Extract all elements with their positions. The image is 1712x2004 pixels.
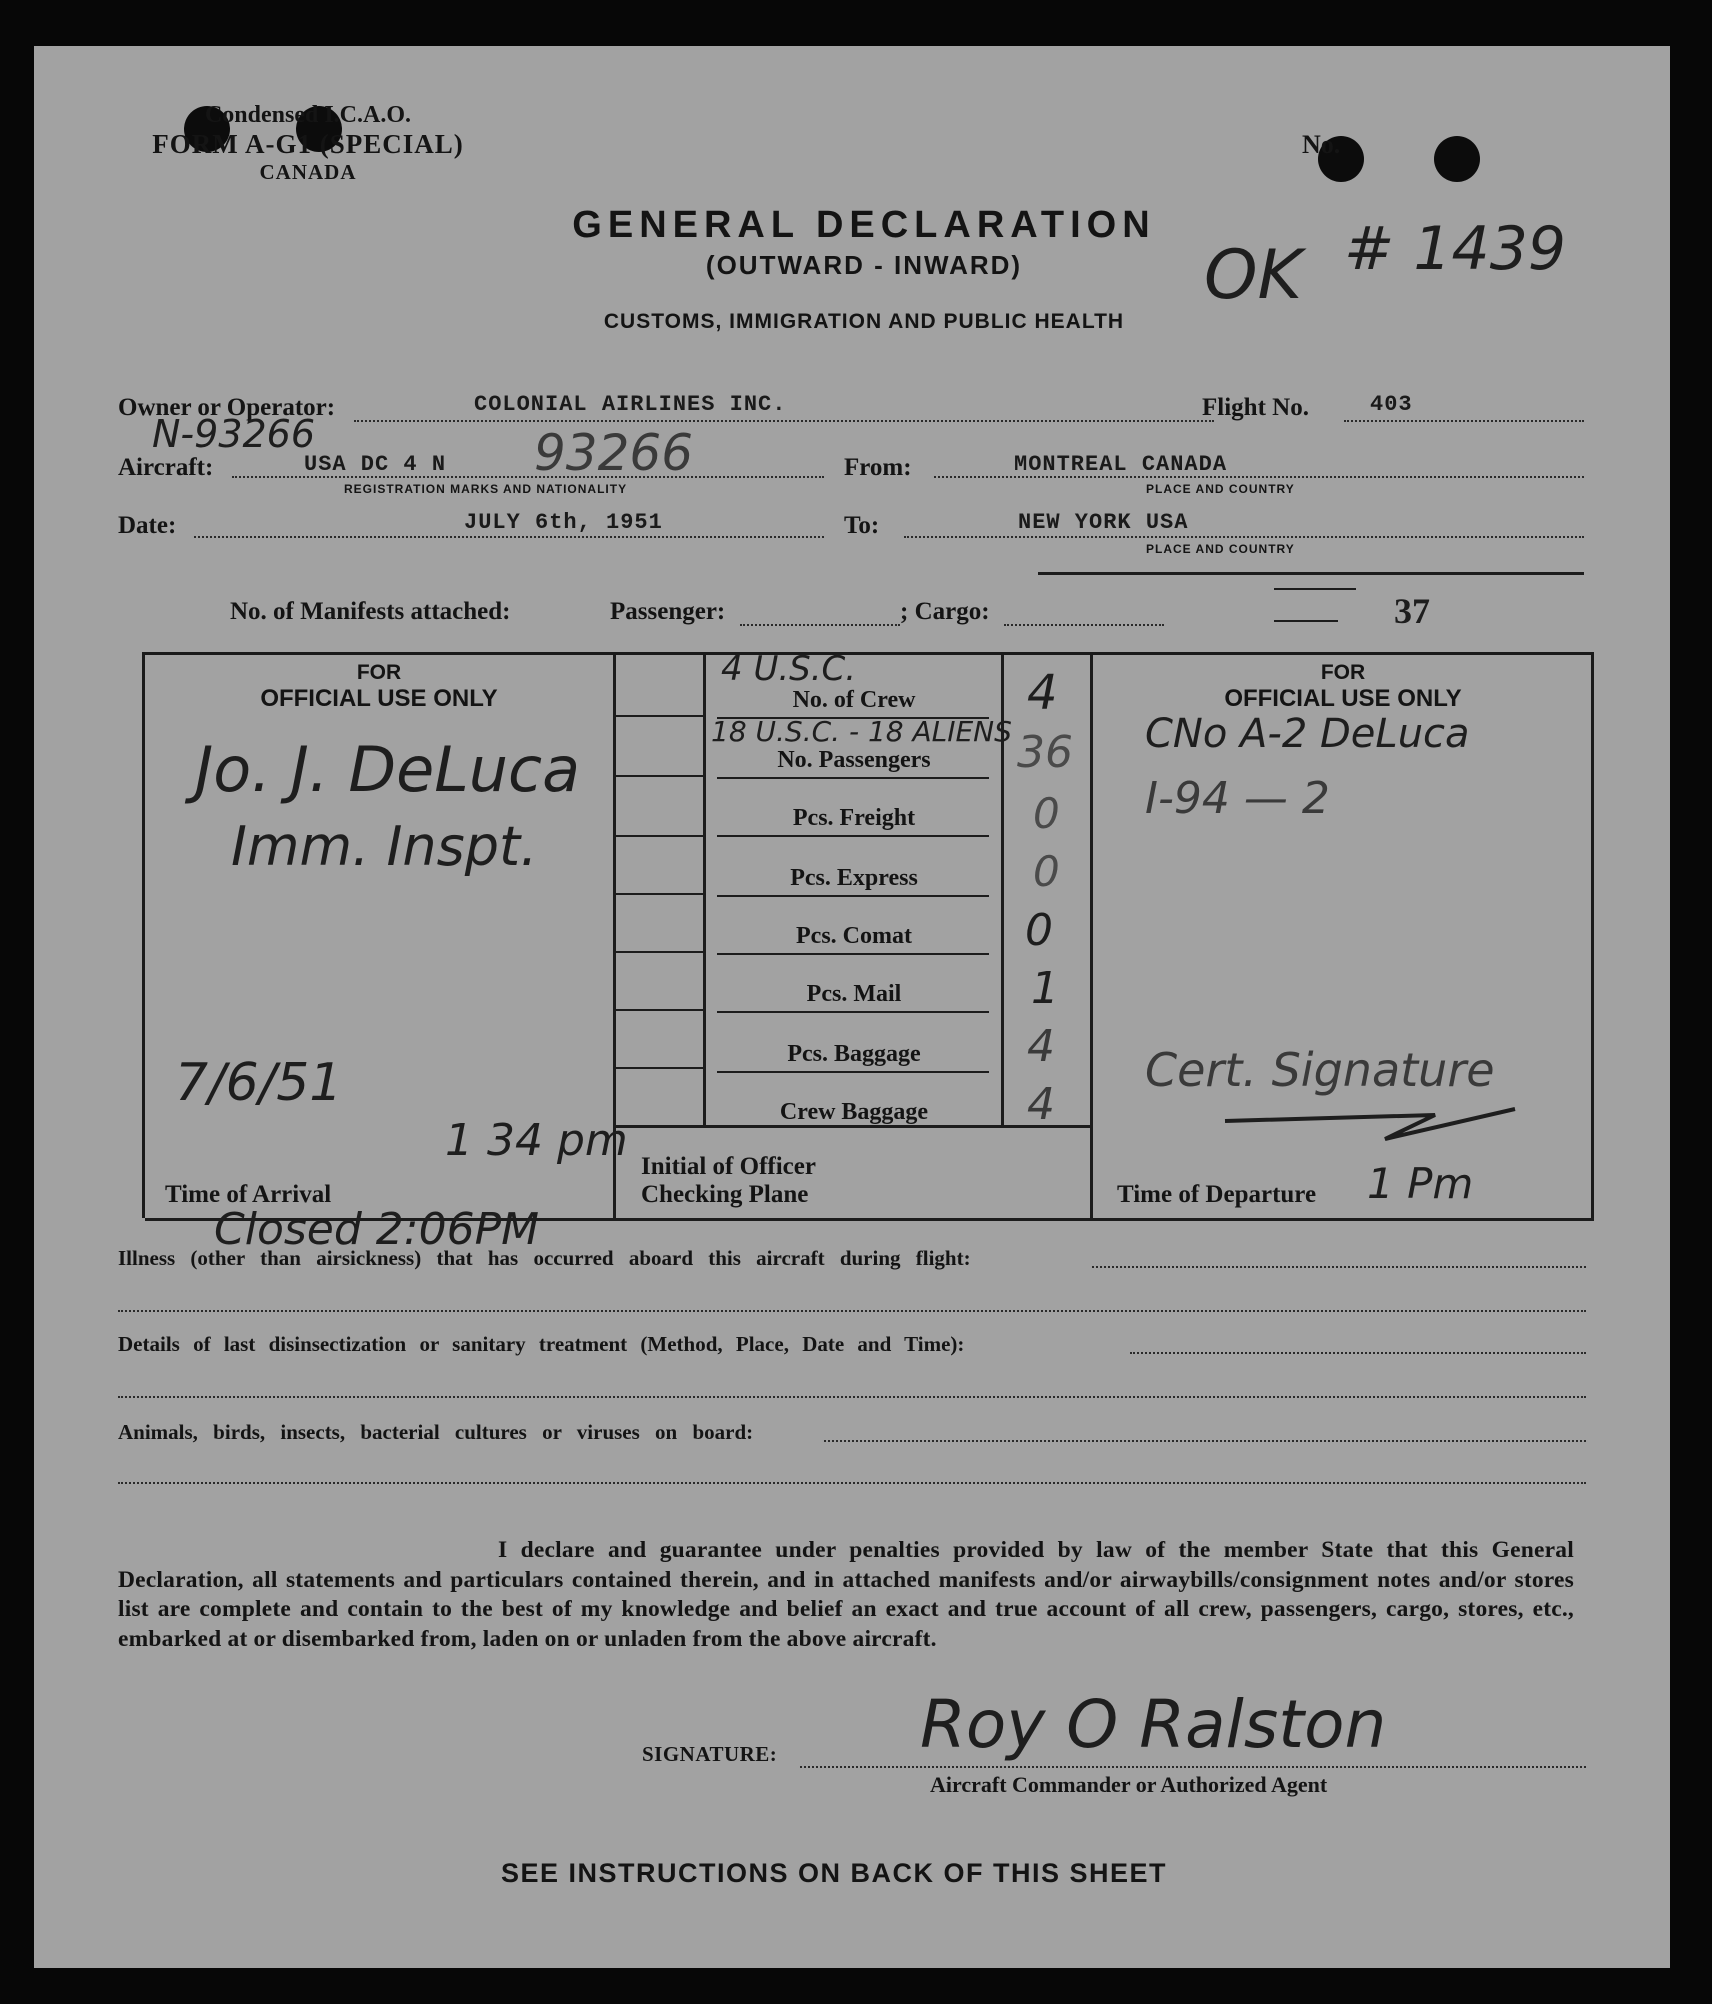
row-rule-3	[717, 835, 989, 837]
cargo-manifest-dotline	[1004, 624, 1164, 626]
passenger-note: 18 U.S.C. - 18 ALIENS	[711, 715, 1012, 748]
arrival-date: 7/6/51	[175, 1053, 343, 1113]
cargo-manifest-label: ; Cargo:	[900, 598, 990, 625]
disinsect-label: Details of last disinsectization or sanitary treatment (Method, Place, Date and Time):	[118, 1332, 965, 1356]
date-value: JULY 6th, 1951	[464, 510, 663, 535]
punch-hole-right-2	[1434, 136, 1480, 182]
handwritten-registration-2: 93266	[534, 424, 694, 482]
row-label-comat: Pcs. Comat	[796, 923, 912, 949]
illness-label: Illness (other than airsickness) that has occurred aboard this aircraft during flight:	[118, 1246, 971, 1270]
to-label: To:	[844, 512, 880, 539]
to-dotline	[904, 536, 1584, 538]
row-rule-5	[717, 953, 989, 955]
form-number-label: No.	[1302, 130, 1341, 159]
tick-line-3	[615, 835, 705, 837]
aircraft-caption: REGISTRATION MARKS AND NATIONALITY	[344, 482, 628, 496]
from-value: MONTREAL CANADA	[1014, 452, 1228, 477]
values-column	[1003, 655, 1091, 1130]
value-mail: 1	[1031, 963, 1059, 1014]
row-label-baggage: Pcs. Baggage	[787, 1041, 921, 1067]
tick-line-6	[615, 1009, 705, 1011]
value-crew-baggage: 4	[1027, 1079, 1055, 1130]
value-passengers: 36	[1017, 727, 1073, 778]
manifest-count: 37	[1394, 591, 1430, 631]
tick-line-5	[615, 951, 705, 953]
divider-inner-left	[703, 655, 706, 1125]
disinsect-dotline-2	[118, 1396, 1586, 1398]
declaration-text	[118, 1536, 1574, 1654]
departure-label: Time of Departure	[1117, 1181, 1317, 1208]
arrival-time: 1 34 pm	[445, 1115, 628, 1166]
value-comat: 0	[1025, 905, 1053, 956]
closed-note: Closed 2:06PM	[214, 1204, 540, 1255]
flight-label: Flight No.	[1202, 394, 1309, 421]
animals-label: Animals, birds, insects, bacterial cultures or viruses on board:	[118, 1420, 754, 1444]
date-label: Date:	[118, 512, 177, 539]
form-header	[118, 102, 498, 185]
disinsect-dotline-1	[1130, 1352, 1586, 1354]
row-label-mail: Pcs. Mail	[806, 981, 902, 1007]
right-note-1: CNo A-2 DeLuca	[1145, 711, 1470, 757]
left-official-heading	[145, 661, 613, 713]
row-rule-4	[717, 895, 989, 897]
handwritten-ok: OK	[1204, 236, 1303, 315]
tick-line-2	[615, 775, 705, 777]
manifest-rule-2	[1274, 620, 1338, 622]
crew-note: 4 U.S.C.	[721, 649, 857, 689]
value-express: 0	[1033, 847, 1060, 896]
right-official-heading-2: OFFICIAL USE ONLY	[1224, 685, 1462, 712]
value-freight: 0	[1033, 789, 1060, 838]
declaration-sheet	[34, 46, 1670, 1968]
form-department: CUSTOMS, IMMIGRATION AND PUBLIC HEALTH	[603, 310, 1125, 333]
handwritten-ref-number: # 1439	[1344, 214, 1567, 284]
declaration-text-content: I declare and guarantee under penalties provided by law of the member State that this General Declaration, all statements and particulars contained therein, and in attached manifests and/or airwaybills/consignment notes and/or stores list are complete and contain to the best of my knowledge and belief an exact and true account of all crew, passengers, cargo, stores, etc., embarked at or disembarked from, laden on or unladen from the above aircraft.	[118, 1537, 1574, 1652]
signature-value: Roy O Ralston	[920, 1686, 1387, 1763]
tick-line-4	[615, 893, 705, 895]
form-header-line2: FORM A-G1 (SPECIAL)	[152, 129, 464, 159]
row-label-crew-baggage: Crew Baggage	[779, 1099, 929, 1125]
tick-line-7	[615, 1067, 705, 1069]
passenger-manifest-label: Passenger:	[610, 598, 726, 625]
arrival-label: Time of Arrival	[165, 1181, 332, 1208]
right-scrawl: Cert. Signature	[1145, 1043, 1495, 1097]
officer-signature: Jo. J. DeLuca	[195, 733, 581, 806]
left-official-heading-1: FOR	[356, 661, 402, 684]
signer-caption: Aircraft Commander or Authorized Agent	[930, 1772, 1328, 1797]
owner-label: Owner or Operator:	[118, 394, 336, 421]
manifest-rule-1	[1274, 588, 1356, 590]
date-dotline	[194, 536, 824, 538]
from-caption: PLACE AND COUNTRY	[1146, 482, 1295, 496]
aircraft-value: USA DC 4 N	[304, 452, 447, 477]
aircraft-label: Aircraft:	[118, 454, 214, 481]
illness-dotline-2	[118, 1310, 1586, 1312]
form-header-line1: Condensed I.C.A.O.	[204, 102, 412, 128]
right-note-2: I-94 — 2	[1145, 773, 1330, 824]
signature-label: SIGNATURE:	[642, 1742, 778, 1766]
illness-dotline-1	[1092, 1266, 1586, 1268]
initial-label-1: Initial of Officer	[641, 1153, 816, 1180]
to-value: NEW YORK USA	[1018, 510, 1189, 535]
right-official-heading	[1093, 661, 1593, 713]
row-rule-6	[717, 1011, 989, 1013]
manifests-label: No. of Manifests attached:	[230, 598, 511, 625]
official-box	[142, 649, 1594, 1218]
row-rule-7	[717, 1071, 989, 1073]
signature-dotline	[800, 1766, 1586, 1768]
flight-dotline	[1344, 420, 1584, 422]
value-baggage: 4	[1027, 1021, 1055, 1072]
officer-title: Imm. Inspt.	[231, 815, 538, 878]
flight-value: 403	[1370, 392, 1413, 417]
form-title: GENERAL DECLARATION	[572, 204, 1156, 246]
owner-dotline	[354, 420, 1214, 422]
tick-line-1	[615, 715, 705, 717]
row-label-crew: No. of Crew	[792, 687, 916, 713]
to-caption: PLACE AND COUNTRY	[1146, 542, 1295, 556]
form-subtitle: (OUTWARD - INWARD)	[705, 250, 1023, 280]
header-rule	[1038, 572, 1584, 575]
animals-dotline-2	[118, 1482, 1586, 1484]
departure-value: 1 Pm	[1367, 1159, 1474, 1208]
owner-value: COLONIAL AIRLINES INC.	[474, 392, 787, 417]
animals-dotline-1	[824, 1440, 1586, 1442]
handwritten-registration: N-93266	[152, 412, 316, 456]
passenger-manifest-dotline	[740, 624, 900, 626]
left-official-heading-2: OFFICIAL USE ONLY	[260, 685, 498, 712]
form-country: CANADA	[259, 160, 357, 184]
row-rule-2	[717, 777, 989, 779]
footer-instructions: SEE INSTRUCTIONS ON BACK OF THIS SHEET	[500, 1858, 1168, 1888]
row-label-express: Pcs. Express	[790, 865, 918, 891]
row-label-passengers: No. Passengers	[777, 747, 931, 773]
value-crew: 4	[1027, 665, 1058, 721]
row-label-freight: Pcs. Freight	[792, 805, 916, 831]
scrawl-stroke	[1215, 1075, 1575, 1145]
initial-label-2: Checking Plane	[641, 1181, 809, 1208]
from-label: From:	[844, 454, 912, 481]
right-official-heading-1: FOR	[1320, 661, 1366, 684]
